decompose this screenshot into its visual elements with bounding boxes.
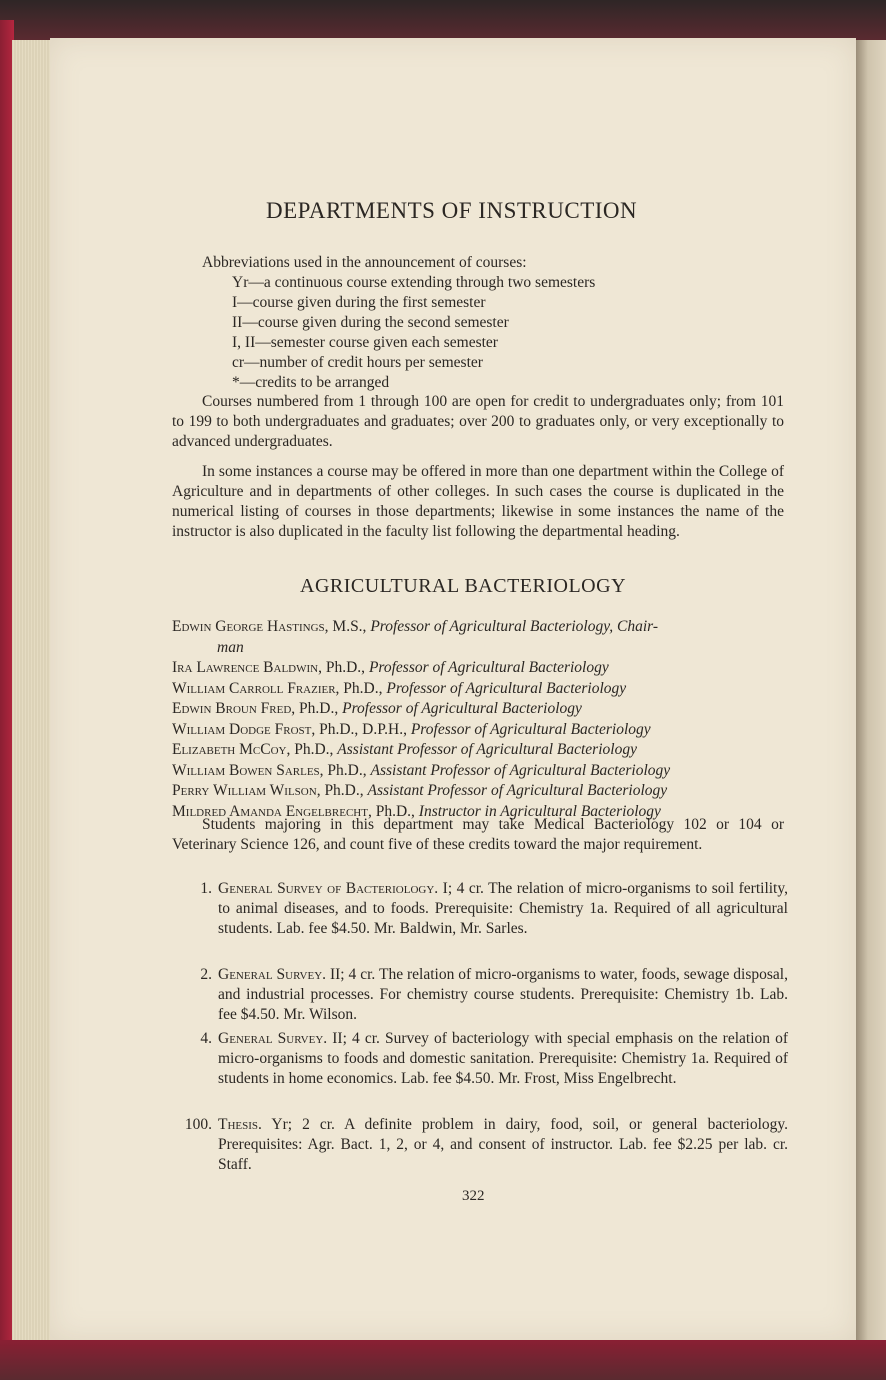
course-name: Thesis. [218,1116,262,1133]
faculty-name: Mildred Amanda Engelbrecht [172,802,368,820]
faculty-entry [172,720,792,741]
faculty-entry [172,761,792,782]
abbreviation-item: *—credits to be arranged [232,374,390,391]
faculty-entry [172,740,792,761]
abbreviation-item: II—course given during the second semester [232,314,509,331]
faculty-title: Professor of Agricultural Bacteriology [386,679,627,697]
abbreviation-item: I, II—semester course given each semester [232,334,498,351]
course-number: 2. [200,966,212,983]
abbreviations-intro: Abbreviations used in the announcement of courses: [202,254,527,271]
faculty-degree: , M.S., [324,618,371,635]
section-heading: AGRICULTURAL BACTERIOLOGY [300,575,627,597]
course-name: General Survey. [218,1030,328,1047]
course-entry [172,965,788,1025]
faculty-name: William Dodge Frost [172,720,312,738]
faculty-name: Perry William Wilson [172,782,317,799]
faculty-entry [172,679,792,700]
faculty-entry [172,781,792,802]
duplication-paragraph: In some instances a course may be offered in more than one department within the College of Agriculture and in departments of other colleges. In such cases the course is duplicated in the numerical listing of courses in those departments; likewise in some instances the name of the instructor is also duplicated in the faculty list following the departmental heading. [172,463,784,540]
faculty-degree: , Ph.D., [367,802,419,820]
course-description: I; 4 cr. The relation of micro-organisms to soil fertility, to animal diseases, and to foods. Prerequisite: Chemistry 1a. Required of all agricultural students. Lab. fee $4.50. Mr. Baldwin, Mr. Sarles. [218,880,788,937]
course-entry [172,1115,788,1175]
faculty-title: Professor of Agricultural Bacteriology [410,720,651,738]
abbreviation-item: cr—number of credit hours per semester [232,354,483,371]
abbreviations-block [202,253,595,393]
course-name: General Survey of Bacteriology. [218,880,439,897]
course-description: II; 4 cr. Survey of bacteriology with special emphasis on the relation of micro-organisms to foods and domestic sanitation. Prerequisite: Chemistry 1a. Required of students in home economics. Lab. fee $4.50. Mr. Frost, Miss Engelbrecht. [218,1030,789,1087]
book-cover-bottom [0,1340,886,1380]
faculty-entry [172,617,792,638]
faculty-title: Professor of Agricultural Bacteriology, Chair- [370,618,659,635]
faculty-degree: , Ph.D., [286,741,338,758]
faculty-title: Professor of Agricultural Bacteriology [342,700,582,717]
page-stack-edges [12,40,52,1340]
faculty-degree: , Ph.D., [335,679,387,697]
course-number: 4. [200,1030,212,1047]
page-title: DEPARTMENTS OF INSTRUCTION [266,198,638,223]
course-entry [172,879,788,939]
faculty-degree: , Ph.D., [291,700,343,717]
course-number: 100. [184,1116,212,1133]
faculty-degree: , Ph.D., [319,761,371,779]
faculty-degree: , Ph.D., [318,659,369,676]
faculty-entry [172,658,792,679]
course-name: General Survey. [218,966,327,983]
abbreviation-item: I—course given during the first semester [232,294,486,311]
majors-note: Students majoring in this department may take Medical Bacteriology 102 or 104 or Veterinary Science 126, and count five of these credits toward the major requirement. [172,816,784,853]
faculty-title: Professor of Agricultural Bacteriology [368,659,609,676]
facing-page-strip [856,40,886,1340]
course-description: Yr; 2 cr. A definite problem in dairy, food, soil, or general bacteriology. Prerequisites: Agr. Bact. 1, 2, or 4, and consent of instructor. Lab. fee $2.25 per lab. cr. Staff. [218,1116,788,1173]
faculty-name: William Bowen Sarles [172,761,320,779]
course-numbering-paragraph: Courses numbered from 1 through 100 are open for credit to undergraduates only; from 101 to 199 to both undergraduates and graduates; over 200 to graduates only, or very exceptionally to advanced undergraduates. [172,393,784,450]
faculty-list [172,617,792,822]
faculty-name: Ira Lawrence Baldwin [172,659,319,676]
faculty-degree: , Ph.D., [316,782,368,799]
course-entry [172,1029,788,1089]
faculty-name: William Carroll Frazier [172,679,336,697]
faculty-title: Assistant Professor of Agricultural Bacteriology [367,782,668,799]
faculty-name: Elizabeth McCoy [172,741,287,758]
course-description: II; 4 cr. The relation of micro-organisms to water, foods, sewage disposal, and industrial processes. For chemistry course students. Prerequisite: Chemistry 1b. Lab. fee $4.50. Mr. Wilson. [218,966,788,1023]
book-cover-top [0,0,886,40]
faculty-degree: , Ph.D., D.P.H., [311,720,411,738]
faculty-title: Assistant Professor of Agricultural Bacteriology [370,761,671,779]
faculty-name: Edwin Broun Fred [172,700,292,717]
course-number: 1. [200,880,212,897]
abbreviation-item: Yr—a continuous course extending through two semesters [232,274,596,291]
faculty-title: Assistant Professor of Agricultural Bacteriology [337,741,637,758]
faculty-title-continuation: man [217,638,244,656]
faculty-title: Instructor in Agricultural Bacteriology [418,802,661,820]
faculty-entry [172,699,792,720]
faculty-name: Edwin George Hastings [172,618,325,635]
page-number: 322 [462,1188,485,1204]
